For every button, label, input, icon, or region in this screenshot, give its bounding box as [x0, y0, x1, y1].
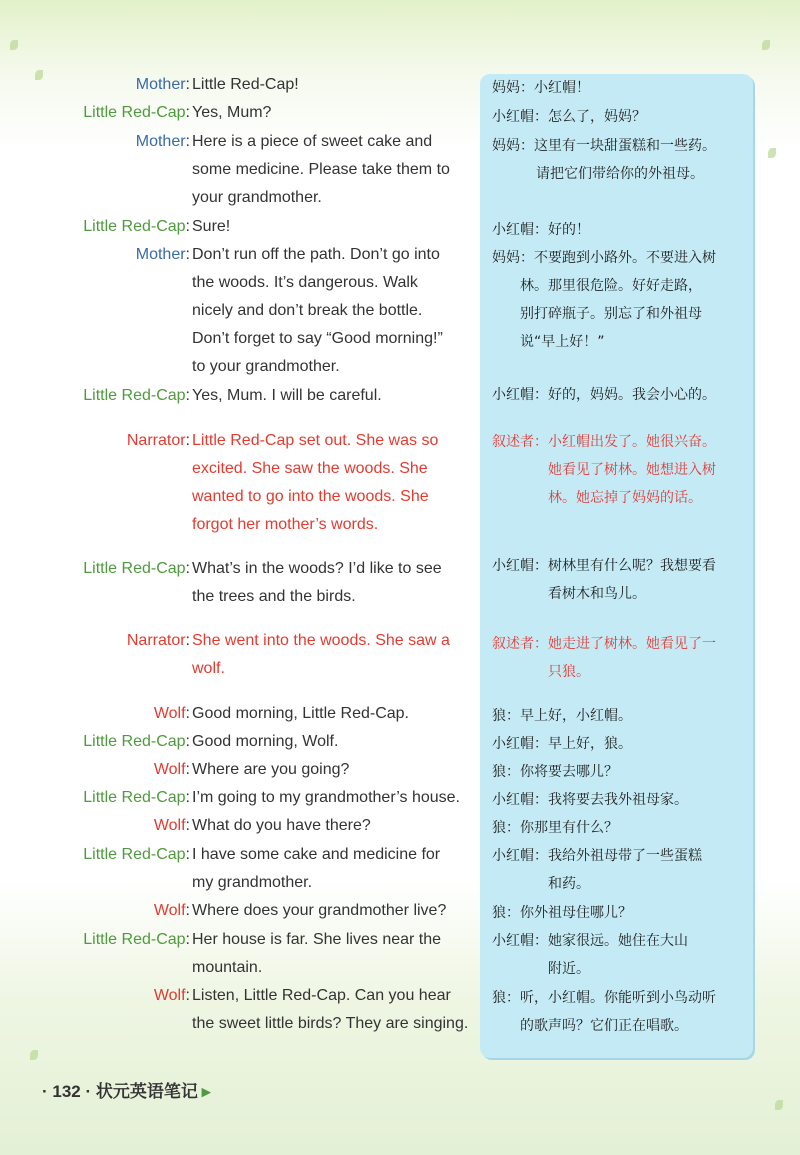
leaf-decoration: [762, 40, 770, 50]
translation-line: 小红帽：我将要去我外祖母家。: [492, 792, 688, 808]
translation-line: 小红帽：我给外祖母带了一些蛋糕: [492, 848, 702, 864]
speaker-label: Little Red-Cap:: [83, 218, 190, 235]
translation-line: 叙述者：她走进了树林。她看见了一: [492, 636, 716, 652]
dialogue-text: wolf.: [192, 660, 225, 677]
translation-line: 请把它们带给你的外祖母。: [536, 166, 704, 182]
translation-line: 狼：你将要去哪儿？: [492, 764, 618, 780]
dialogue-text: the trees and the birds.: [192, 588, 356, 605]
dialogue-text: some medicine. Please take them to: [192, 161, 450, 178]
speaker-label: Wolf:: [153, 705, 190, 722]
translation-line: 的歌声吗？它们正在唱歌。: [520, 1018, 688, 1034]
speaker-colon: :: [185, 817, 190, 834]
speaker-label: Little Red-Cap:: [83, 931, 190, 948]
speaker-colon: :: [185, 761, 190, 778]
translation-line: 妈妈：小红帽！: [492, 80, 590, 96]
dialogue-text: excited. She saw the woods. She: [192, 460, 428, 477]
speaker-label: Mother:: [135, 133, 190, 150]
speaker-colon: :: [185, 560, 190, 577]
speaker-label: Narrator:: [126, 632, 190, 649]
translation-line: 只狼。: [548, 664, 590, 680]
translation-line: 狼：你那里有什么？: [492, 820, 618, 836]
dialogue-text: Little Red-Cap set out. She was so: [192, 432, 439, 449]
dialogue-text: my grandmother.: [192, 874, 313, 891]
translation-line: 小红帽：树林里有什么呢？我想要看: [492, 558, 716, 574]
translation-line: 别打碎瓶子。别忘了和外祖母: [520, 306, 702, 322]
dialogue-text: I have some cake and medicine for: [192, 846, 441, 863]
dialogue-text: the woods. It’s dangerous. Walk: [192, 274, 418, 291]
speaker-label: Little Red-Cap:: [83, 387, 190, 404]
dialogue-text: Yes, Mum. I will be careful.: [192, 387, 382, 404]
dialogue-text: What do you have there?: [192, 817, 371, 834]
speaker-colon: :: [185, 987, 190, 1004]
speaker-colon: :: [185, 733, 190, 750]
speaker-colon: :: [185, 218, 190, 235]
translation-line: 看树木和鸟儿。: [548, 586, 646, 602]
leaf-decoration: [30, 1050, 38, 1060]
speaker-label: Wolf:: [153, 902, 190, 919]
speaker-label: Little Red-Cap:: [83, 789, 190, 806]
dialogue-text: What’s in the woods? I’d like to see: [192, 560, 442, 577]
speaker-colon: :: [185, 104, 190, 121]
speaker-label: Narrator:: [126, 432, 190, 449]
speaker-colon: :: [185, 705, 190, 722]
dialogue-text: Good morning, Wolf.: [192, 733, 339, 750]
translation-line: 附近。: [548, 961, 590, 977]
dialogue-text: the sweet little birds? They are singing.: [192, 1015, 469, 1032]
speaker-colon: :: [185, 432, 190, 449]
dialogue-text: Where does your grandmother live?: [192, 902, 447, 919]
speaker-colon: :: [185, 931, 190, 948]
translation-line: 小红帽：早上好，狼。: [492, 736, 632, 752]
speaker-colon: :: [185, 133, 190, 150]
translation-line: 林。她忘掉了妈妈的话。: [548, 490, 702, 506]
speaker-label: Little Red-Cap:: [83, 846, 190, 863]
leaf-decoration: [775, 1100, 783, 1110]
arrow-icon: ▸: [201, 1082, 211, 1101]
dialogue-text: mountain.: [192, 959, 263, 976]
speaker-colon: :: [185, 789, 190, 806]
dialogue-text: Listen, Little Red-Cap. Can you hear: [192, 987, 451, 1004]
dialogue-text: Sure!: [192, 218, 231, 235]
dialogue-text: Don’t forget to say “Good morning!”: [192, 330, 443, 347]
dialogue-text: She went into the woods. She saw a: [192, 632, 450, 649]
translation-line: 说“早上好！”: [520, 334, 605, 350]
translation-line: 小红帽：好的！: [492, 222, 590, 238]
translation-line: 她看见了树林。她想进入树: [548, 462, 716, 478]
leaf-decoration: [10, 40, 18, 50]
translation-line: 小红帽：她家很远。她住在大山: [492, 933, 688, 949]
dialogue-text: wanted to go into the woods. She: [192, 488, 429, 505]
speaker-colon: :: [185, 76, 190, 93]
translation-line: 叙述者：小红帽出发了。她很兴奋。: [492, 434, 716, 450]
dialogue-text: Good morning, Little Red-Cap.: [192, 705, 409, 722]
translation-line: 狼：听，小红帽。你能听到小鸟动听: [492, 990, 716, 1006]
page-footer: [42, 1077, 210, 1102]
speaker-label: Wolf:: [153, 987, 190, 1004]
translation-line: 林。那里很危险。好好走路，: [520, 278, 702, 294]
speaker-label: Little Red-Cap:: [83, 104, 190, 121]
dialogue-text: Her house is far. She lives near the: [192, 931, 442, 948]
speaker-label: Little Red-Cap:: [83, 560, 190, 577]
dialogue-text: Here is a piece of sweet cake and: [192, 133, 433, 150]
translation-line: 小红帽：好的，妈妈。我会小心的。: [492, 387, 716, 403]
translation-line: 妈妈：这里有一块甜蛋糕和一些药。: [492, 138, 716, 154]
dialogue-text: Little Red-Cap!: [192, 76, 299, 93]
dialogue-text: Yes, Mum?: [192, 104, 272, 121]
leaf-decoration: [35, 70, 43, 80]
translation-line: 妈妈：不要跑到小路外。不要进入树: [492, 250, 716, 266]
dialogue-text: Where are you going?: [192, 761, 350, 778]
translation-line: 和药。: [548, 876, 590, 892]
dialogue-text: Don’t run off the path. Don’t go into: [192, 246, 440, 263]
leaf-decoration: [768, 148, 776, 158]
translation-line: 狼：早上好，小红帽。: [492, 708, 632, 724]
translation-line: 狼：你外祖母住哪儿？: [492, 905, 632, 921]
speaker-colon: :: [185, 387, 190, 404]
dialogue-text: forgot her mother’s words.: [192, 516, 379, 533]
speaker-colon: :: [185, 902, 190, 919]
page-number-label: · 132 · 状元英语笔记: [42, 1082, 198, 1101]
speaker-label: Mother:: [135, 246, 190, 263]
speaker-label: Wolf:: [153, 817, 190, 834]
dialogue-text: your grandmother.: [192, 189, 322, 206]
speaker-colon: :: [185, 632, 190, 649]
speaker-colon: :: [185, 246, 190, 263]
dialogue-text: nicely and don’t break the bottle.: [192, 302, 423, 319]
speaker-label: Wolf:: [153, 761, 190, 778]
speaker-colon: :: [185, 846, 190, 863]
speaker-label: Little Red-Cap:: [83, 733, 190, 750]
dialogue-text: I’m going to my grandmother’s house.: [192, 789, 460, 806]
speaker-label: Mother:: [135, 76, 190, 93]
dialogue-text: to your grandmother.: [192, 358, 340, 375]
translation-line: 小红帽：怎么了，妈妈？: [492, 109, 646, 125]
